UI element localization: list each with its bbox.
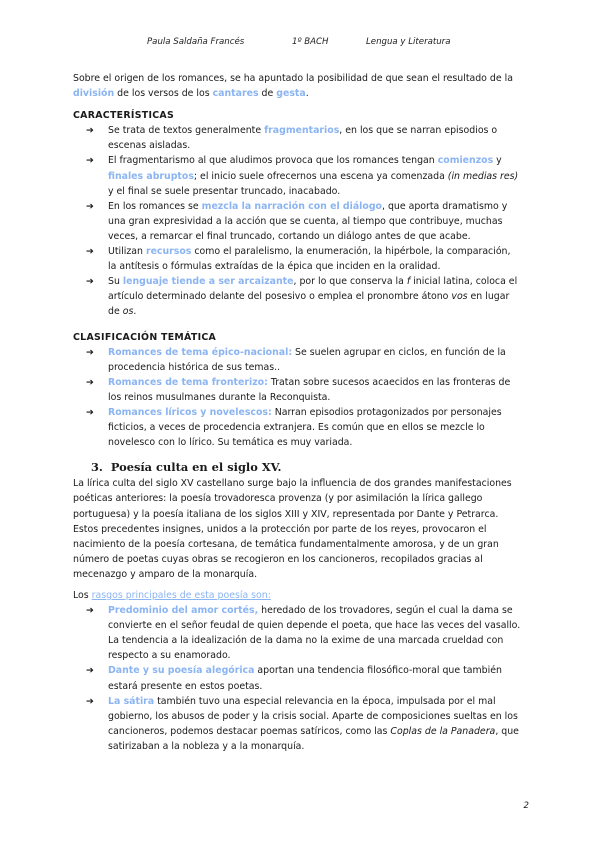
page-number: 2 bbox=[523, 801, 529, 811]
arrow-icon: ➔ bbox=[86, 376, 94, 388]
keyword: cantares bbox=[212, 88, 259, 100]
section-3-heading: 3. Poesía culta en el siglo XV. bbox=[91, 460, 282, 475]
arrow-icon: ➔ bbox=[86, 695, 94, 707]
rasgos-list bbox=[73, 603, 521, 754]
rasgos-intro: Los rasgos principales de esta poesía son: bbox=[73, 590, 271, 601]
list-item: ➔ Romances líricos y novelescos: Narran episodios protagonizados por personajes ficticios, a veces de procedencia extranjera. Es común que en ellos se mezcle lo novelesco con lo lírico. Su temática es muy variada. bbox=[86, 406, 502, 449]
arrow-icon: ➔ bbox=[86, 200, 94, 212]
intro-paragraph: Sobre el origen de los romances, se ha apuntado la posibilidad de que sean el resultado de la división de los versos de los cantares de gesta. bbox=[73, 73, 513, 100]
arrow-icon: ➔ bbox=[86, 155, 94, 167]
list-item: ➔ Predominio del amor cortés, heredado de los trovadores, según el cual la dama se convierte en el señor feudal de quien depende el poeta, que hace las veces del vasallo. La tendencia a la idealización de la dama no la exime de una marcada crueldad con respecto a su enamorado. bbox=[86, 605, 521, 662]
caracteristicas-list bbox=[73, 123, 521, 319]
rasgos-link: rasgos principales de esta poesía son: bbox=[91, 590, 271, 601]
header-author: Paula Saldaña Francés bbox=[147, 37, 245, 47]
list-item: ➔ Su lenguaje tiende a ser arcaizante, por lo que conserva la f inicial latina, coloca el artículo determinado delante del posesivo o emplea el pronombre átono vos en lugar de os. bbox=[86, 276, 518, 318]
section-3-paragraph-1: La lírica culta del siglo XV castellano surge bajo la influencia de dos grandes manifestaciones poéticas anteriores: la poesía trovadoresca provenza (y por asimilación la lírica gallego portuguesa) y la poesía italiana de los siglos XIII y XIV, representada por Dante y Petrarca. bbox=[73, 478, 512, 520]
header-subject: Lengua y Literatura bbox=[366, 37, 451, 47]
arrow-icon: ➔ bbox=[86, 276, 94, 288]
header-course: 1º BACH bbox=[292, 37, 329, 47]
list-item: ➔ Romances de tema épico-nacional: Se suelen agrupar en ciclos, en función de la procedencia histórica de sus temas.. bbox=[86, 346, 506, 373]
list-item: ➔ Utilizan recursos como el paralelismo, la enumeración, la hipérbole, la comparación, la antítesis o fórmulas extraídas de la épica que inciden en la oralidad. bbox=[86, 246, 511, 273]
arrow-icon: ➔ bbox=[86, 346, 94, 358]
arrow-icon: ➔ bbox=[86, 125, 94, 137]
keyword: división bbox=[73, 88, 115, 100]
list-item: ➔ La sátira también tuvo una especial relevancia en la época, impulsada por el mal gobierno, los abusos de poder y la crisis social. Aparte de composiciones sueltas en los cancioneros, podemos destacar poemas satíricos, como las Coplas de la Panadera, que satirizaban a la nobleza y a la monarquía. bbox=[86, 695, 519, 752]
arrow-icon: ➔ bbox=[86, 246, 94, 258]
section-heading-caracteristicas: CARACTERÍSTICAS bbox=[73, 110, 175, 122]
arrow-icon: ➔ bbox=[86, 605, 94, 617]
list-item: ➔ En los romances se mezcla la narración con el diálogo, que aporta dramatismo y una gran expresividad a la acción que se cuenta, al tiempo que contribuye, muchas veces, a remarcar el final truncado, cortando un diálogo antes de que acabe. bbox=[86, 200, 508, 242]
arrow-icon: ➔ bbox=[86, 406, 94, 418]
list-item: ➔ Romances de tema fronterizo: Tratan sobre sucesos acaecidos en las fronteras de los reinos musulmanes durante la Reconquista. bbox=[86, 376, 511, 403]
list-item: ➔ El fragmentarismo al que aludimos provoca que los romances tengan comienzos y finales abruptos; el inicio suele ofrecernos una escena ya comenzada (in medias res) y el final se suele presentar truncado, inacabado. bbox=[86, 155, 519, 197]
keyword: gesta bbox=[276, 88, 306, 100]
list-item: ➔ Se trata de textos generalmente fragmentarios, en los que se narran episodios o escenas aisladas. bbox=[86, 125, 498, 152]
arrow-icon: ➔ bbox=[86, 665, 94, 677]
section-heading-clasificacion: CLASIFICACIÓN TEMÁTICA bbox=[73, 331, 217, 343]
clasificacion-list bbox=[73, 345, 521, 451]
list-item: ➔ Dante y su poesía alegórica aportan una tendencia filosófico-moral que también estará presente en estos poetas. bbox=[86, 665, 502, 692]
section-3-paragraph-2: Estos precedentes insignes, unidos a la protección por parte de los reyes, provocaron el nacimiento de la poesía cortesana, de temática fundamentalmente amorosa, y de un gran número de poetas cuyas obras se recogieron en los cancioneros, recopilados gracias al mecenazgo y amparo de la monarquía. bbox=[73, 523, 499, 580]
page-content bbox=[73, 71, 521, 754]
